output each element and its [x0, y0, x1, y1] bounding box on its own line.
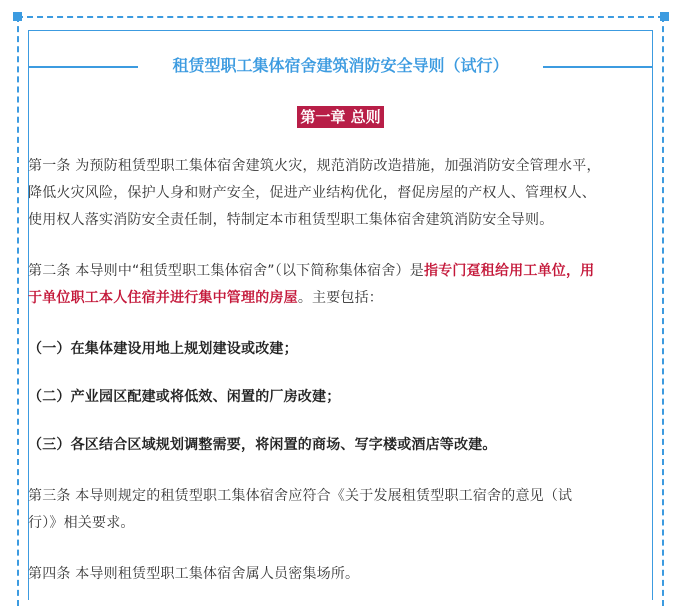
title-rule-right — [543, 66, 653, 68]
chapter-heading — [28, 106, 653, 128]
article-2-line-2 — [28, 285, 658, 312]
article-1-line-2: 降低火灾风险，保护人身和财产安全，促进产业结构优化，督促房屋的产权人、管理权人、 — [28, 185, 596, 201]
chapter-label: 第一章 总则 — [297, 106, 383, 128]
article-2-highlight-2: 于单位职工本人住宿并进行集中管理的房屋 — [28, 290, 298, 306]
document-title: 租赁型职工集体宿舍建筑消防安全导则（试行） — [172, 56, 509, 75]
article-2-text: 第二条 本导则中“租赁型职工集体宿舍”（以下简称集体宿舍）是 — [28, 263, 424, 279]
list-item-2: （二）产业园区配建或将低效、闲置的厂房改建； — [28, 389, 341, 405]
article-3-line-2: 行）》相关要求。 — [28, 515, 135, 531]
article-2-line-1 — [28, 258, 658, 285]
document-body — [28, 153, 658, 588]
article-2-tail: 。主要包括： — [297, 290, 384, 306]
article-2-highlight-1: 指专门趸租给用工单位，用 — [423, 263, 595, 279]
article-3-line-1: 第三条 本导则规定的租赁型职工集体宿舍应符合《关于发展租赁型职工宿舍的意见（试 — [28, 488, 573, 504]
article-1 — [28, 153, 658, 234]
list-item-3: （三）各区结合区域规划调整需要，将闲置的商场、写字楼或酒店等改建。 — [28, 437, 497, 453]
article-2 — [28, 258, 658, 312]
article-4: 第四条 本导则租赁型职工集体宿舍属人员密集场所。 — [28, 566, 360, 582]
list-item-1: （一）在集体建设用地上规划建设或改建； — [28, 341, 298, 357]
article-3 — [28, 483, 658, 537]
article-1-line-3: 使用权人落实消防安全责任制，特制定本市租赁型职工集体宿舍建筑消防安全导则。 — [28, 212, 554, 228]
article-1-line-1: 第一条 为预防租赁型职工集体宿舍建筑火灾，规范消防改造措施，加强消防安全管理水平， — [28, 158, 601, 174]
document-title-row — [28, 54, 653, 78]
